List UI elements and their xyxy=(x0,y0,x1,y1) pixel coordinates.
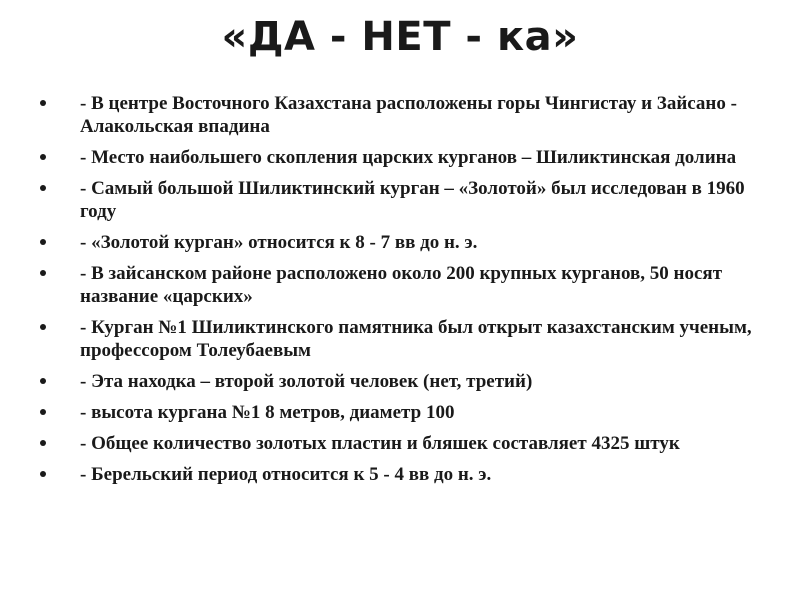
bullet-item xyxy=(32,401,772,424)
bullet-list xyxy=(32,92,772,494)
bullet-dot-icon xyxy=(40,324,46,330)
bullet-text: - В зайсанском районе расположено около 200 крупных курганов, 50 носят название «царских» xyxy=(80,263,723,307)
bullet-item xyxy=(32,92,772,138)
bullet-text: - Самый большой Шиликтинский курган – «Золотой» был исследован в 1960 году xyxy=(80,178,745,222)
bullet-dot-icon xyxy=(40,270,46,276)
bullet-dot-icon xyxy=(40,409,46,415)
bullet-item xyxy=(32,146,772,169)
bullet-dot-icon xyxy=(40,100,46,106)
bullet-item xyxy=(32,316,772,362)
bullet-text: - Общее количество золотых пластин и бляшек составляет 4325 штук xyxy=(80,433,680,454)
bullet-item xyxy=(32,463,772,486)
slide-title: «ДА - НЕТ - ка» xyxy=(221,14,579,60)
bullet-dot-icon xyxy=(40,154,46,160)
bullet-item xyxy=(32,370,772,393)
bullet-item xyxy=(32,177,772,223)
bullet-item xyxy=(32,262,772,308)
bullet-dot-icon xyxy=(40,239,46,245)
bullet-dot-icon xyxy=(40,440,46,446)
bullet-item xyxy=(32,231,772,254)
bullet-item xyxy=(32,432,772,455)
bullet-text: - «Золотой курган» относится к 8 - 7 вв до н. э. xyxy=(80,232,478,253)
bullet-text: - Берельский период относится к 5 - 4 вв до н. э. xyxy=(80,464,492,485)
bullet-text: - Курган №1 Шиликтинского памятника был открыт казахстанским ученым, профессором Толеубаевым xyxy=(80,317,752,361)
bullet-text: - В центре Восточного Казахстана расположены горы Чингистау и Зайсано - Алакольская впадина xyxy=(80,93,737,137)
bullet-dot-icon xyxy=(40,185,46,191)
bullet-text: - высота кургана №1 8 метров, диаметр 100 xyxy=(80,402,455,423)
bullet-dot-icon xyxy=(40,378,46,384)
bullet-text: - Эта находка – второй золотой человек (нет, третий) xyxy=(80,371,533,392)
bullet-dot-icon xyxy=(40,471,46,477)
bullet-text: - Место наибольшего скопления царских курганов – Шиликтинская долина xyxy=(80,147,737,168)
